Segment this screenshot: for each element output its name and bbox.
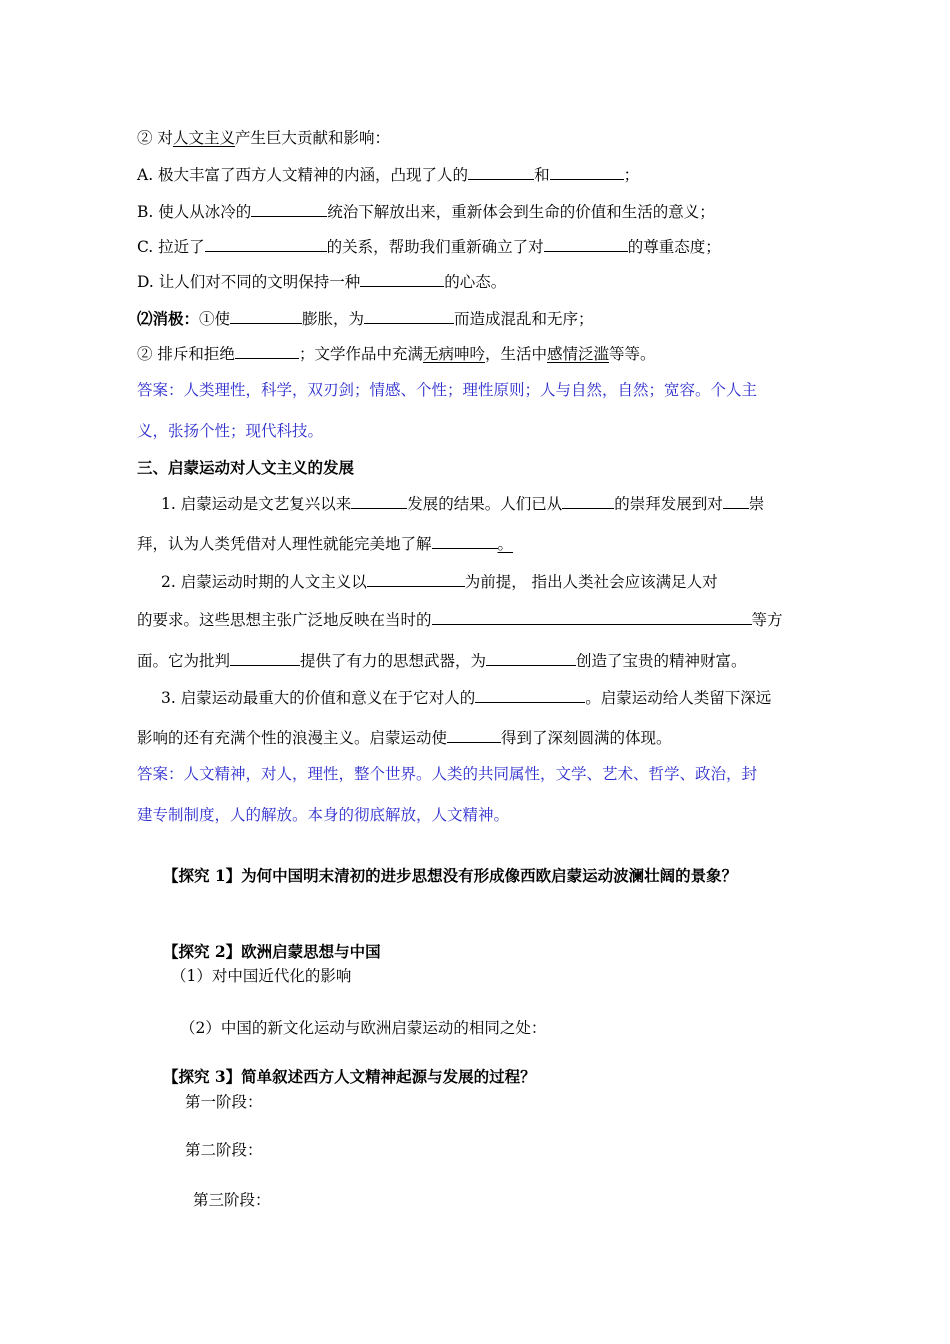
fill-blank [230,309,302,324]
paragraph-3-line [161,688,771,708]
item-c [137,237,721,257]
text: 崇 [748,495,765,513]
item-a [137,165,639,185]
fill-blank [367,572,465,587]
text: 得到了深刻圆满的体现。 [501,729,672,747]
humanism-impact-line [137,128,390,148]
text: 1. 启蒙运动是文艺复兴以来 [161,495,352,513]
fill-blank [235,344,299,359]
text: 2. 启蒙运动时期的人文主义以 [161,573,367,591]
text: 的关系，帮助我们重新确立了对 [326,238,544,256]
text: 。启蒙运动给人类留下深远 [585,689,772,707]
fill-blank [475,688,585,703]
answer-line: 建专制制度，人的解放。本身的彻底解放，人文精神。 [137,806,510,824]
item-b [137,202,715,222]
explore-question-3: 【探究 3】简单叙述西方人文精神起源与发展的过程？ [163,1067,536,1086]
fill-blank [550,165,624,180]
negative-label: ⑵消极： [137,309,200,328]
paragraph-2-line [137,610,783,630]
fill-blank [251,202,327,217]
text: 和 [534,166,550,184]
fill-blank [723,494,749,509]
underlined-term: 无病呻吟 [422,345,485,363]
text: 膨胀，为 [302,310,365,328]
text: 的要求。这些思想主张广泛地反映在当时的 [137,611,432,629]
negative-line [137,309,594,329]
text: ； [623,166,640,184]
text: 发展的结果。人们已从 [407,495,563,513]
text: 等等。 [609,345,656,363]
text: ② 对 [137,129,173,147]
fill-blank [230,651,300,666]
paragraph-3-line [137,728,672,748]
fill-blank [360,272,444,287]
text: D. 让人们对不同的文明保持一种 [137,273,361,291]
fill-blank [351,494,407,509]
text: ；文学作品中充满 [298,345,423,363]
explore-question-2: 【探究 2】欧洲启蒙思想与中国 [163,942,381,961]
text: 。 [497,535,514,553]
text: 的心态。 [444,273,507,291]
text: 而造成混乱和无序； [454,310,594,328]
stage-label: 第二阶段： [185,1141,263,1159]
explore-question-1: 【探究 1】为何中国明末清初的进步思想没有形成像西欧启蒙运动波澜壮阔的景象？ [163,866,738,885]
text: 产生巨大贡献和影响： [234,129,390,147]
answer-line: 义，张扬个性；现代科技。 [137,422,324,440]
underlined-term: 感情泛滥 [546,345,609,363]
text: 面。它为批判 [137,652,231,670]
text: ② 排斥和拒绝 [137,345,235,363]
underlined-term: 人文主义 [172,129,235,147]
text: 等方 [751,611,783,629]
explore-subquestion: （2）中国的新文化运动与欧洲启蒙运动的相同之处： [180,1019,547,1037]
paragraph-2-line [137,651,747,671]
answer-line: 答案：人文精神，对人，理性，整个世界。人类的共同属性，文学、艺术、哲学、政治，封 [137,765,758,783]
fill-blank [432,534,498,549]
stage-label: 第三阶段： [193,1191,271,1209]
explore-subquestion: （1）对中国近代化的影响 [171,967,352,985]
text: 的崇拜发展到对 [614,495,723,513]
text: A. 极大丰富了西方人文精神的内涵，凸现了人的 [137,166,469,184]
fill-blank [205,237,327,252]
reject-line [137,344,656,364]
fill-blank [364,309,454,324]
text: 提供了有力的思想武器，为 [300,652,487,670]
text: 创造了宝贵的精神财富。 [576,652,747,670]
text: 影响的还有充满个性的浪漫主义。启蒙运动使 [137,729,448,747]
text: 统治下解放出来，重新体会到生命的价值和生活的意义； [327,203,715,221]
text: 拜，认为人类凭借对人理性就能完美地了解 [137,535,432,553]
paragraph-1-line [161,494,764,514]
answer-line: 答案：人类理性，科学，双刃剑；情感、个性；理性原则；人与自然，自然；宽容。个人主 [137,381,758,399]
text: B. 使人从冰冷的 [137,203,252,221]
fill-blank [447,728,501,743]
section-heading: 三、启蒙运动对人文主义的发展 [137,458,355,477]
text: 的尊重态度； [627,238,721,256]
fill-blank [486,651,576,666]
item-d [137,272,506,292]
fill-blank [544,237,628,252]
stage-label: 第一阶段： [185,1093,263,1111]
paragraph-2-line [161,572,718,592]
paragraph-1-line [137,534,513,554]
text: C. 拉近了 [137,238,205,256]
text: 为前提， 指出人类社会应该满足人对 [464,573,718,591]
fill-blank [468,165,534,180]
text: ，生活中 [484,345,547,363]
text: 3. 启蒙运动最重大的价值和意义在于它对人的 [161,689,476,707]
text: ①使 [199,310,231,328]
fill-blank [562,494,614,509]
fill-blank [432,610,752,625]
